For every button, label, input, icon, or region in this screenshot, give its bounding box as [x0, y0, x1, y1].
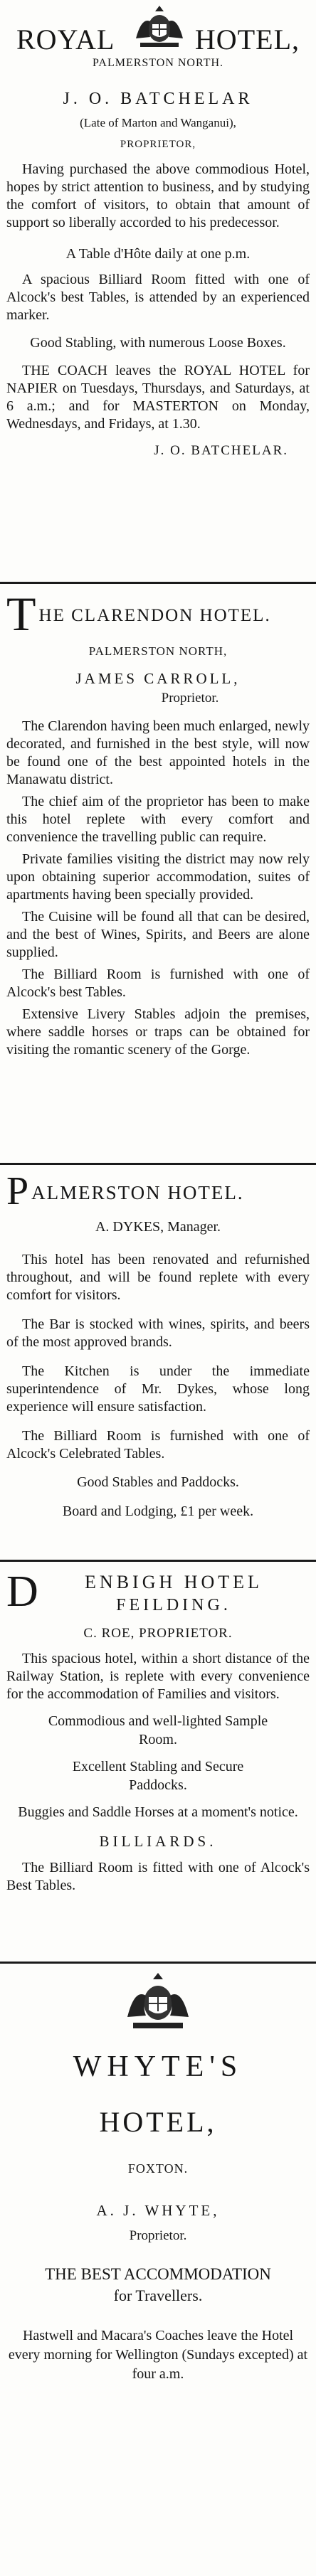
royal-proprietor-label: PROPRIETOR, [120, 139, 196, 150]
palmerston-paragraph-4: The Billiard Room is furnished with one of Alcock's Celebrated Tables. [6, 1428, 310, 1462]
divider-rule [0, 1163, 316, 1165]
royal-coat-of-arms-icon [127, 3, 191, 55]
clarendon-proprietor-name: JAMES CARROLL, [75, 670, 241, 687]
clarendon-paragraph-4: The Cuisine will be found all that can be desired, and the best of Wines, Spirits, and Beers are alone supplied. [6, 909, 310, 960]
royal-paragraph-4: Good Stabling, with numerous Loose Boxes. [30, 335, 286, 351]
denbigh-paragraph-1: This spacious hotel, within a short distance of the Railway Station, is replete with every convenience for the accommodation of Families and visitors. [6, 1651, 310, 1702]
denbigh-paragraph-3: Excellent Stabling and Secure Paddocks. [72, 1759, 244, 1793]
denbigh-hotel-ad [0, 1569, 316, 1895]
denbigh-paragraph-4: Buggies and Saddle Horses at a moment's notice. [18, 1804, 298, 1820]
denbigh-title-line-1: ENBIGH HOTEL [85, 1572, 263, 1592]
clarendon-paragraph-1: The Clarendon having been much enlarged, newly decorated, and furnished in the best style, will now be found one of the best appointed hotels in the Manawatu district. [6, 718, 310, 787]
clarendon-paragraph-2: The chief aim of the proprietor has been to make this hotel replete with every comfort and convenience the travelling public can require. [6, 794, 310, 845]
whytes-proprietor-label: Proprietor. [129, 2228, 187, 2243]
whytes-proprietor-name: A. J. WHYTE, [96, 2202, 220, 2219]
palmerston-dropcap: P [6, 1173, 29, 1209]
clarendon-heading [6, 593, 310, 634]
clarendon-paragraph-3: Private families visiting the district may now rely upon obtaining superior accommodation, suites of apartments having been specially provided. [6, 851, 310, 903]
whytes-paragraph-1: Hastwell and Macara's Coaches leave the Hotel every morning for Wellington (Sundays excepted) at four a.m. [8, 2328, 308, 2382]
denbigh-title-line-2: FEILDING. [116, 1596, 231, 1614]
divider-rule [0, 582, 316, 584]
palmerston-paragraph-6: Board and Lodging, £1 per week. [62, 1503, 254, 1519]
clarendon-paragraph-6: Extensive Livery Stables adjoin the premises, where saddle horses or traps can be obtained for visiting the romantic scenery of the Gorge. [6, 1006, 310, 1058]
royal-hotel-ad [0, 3, 316, 459]
clarendon-proprietor-label: Proprietor. [161, 691, 219, 706]
palmerston-manager: A. DYKES, Manager. [95, 1219, 221, 1235]
clarendon-hotel-ad [0, 593, 316, 1059]
royal-paragraph-5: THE COACH leaves the ROYAL HOTEL for NAPIER on Tuesdays, Thursdays, and Saturdays, at 6 a.m.; and for MASTERTON on Monday, Wednesdays, and Fridays, at 1.30. [6, 363, 310, 432]
whytes-location: FOXTON. [127, 2161, 189, 2176]
clarendon-paragraph-5: The Billiard Room is furnished with one of Alcock's best Tables. [6, 967, 310, 1000]
clarendon-title: HE CLARENDON HOTEL. [38, 606, 271, 625]
whytes-for-travellers: for Travellers. [113, 2287, 203, 2304]
royal-title-left: ROYAL [16, 23, 115, 55]
whytes-hotel-ad [0, 1970, 316, 2384]
palmerston-hotel-ad [0, 1173, 316, 1520]
royal-signature: J. O. BATCHELAR. [154, 443, 288, 458]
palmerston-paragraph-2: The Bar is stocked with wines, spirits, and beers of the most approved brands. [6, 1316, 310, 1350]
denbigh-dropcap: D [6, 1569, 38, 1616]
royal-paragraph-2: A Table d'Hôte daily at one p.m. [65, 246, 251, 262]
royal-proprietor-name: J. O. BATCHELAR [63, 90, 253, 108]
palmerston-paragraph-3: The Kitchen is under the immediate superintendence of Mr. Dykes, whose long experience will ensure satisfaction. [6, 1363, 310, 1415]
denbigh-paragraph-2: Commodious and well-lighted Sample Room. [48, 1713, 268, 1747]
palmerston-title: ALMERSTON HOTEL. [31, 1182, 244, 1203]
denbigh-paragraph-5: The Billiard Room is fitted with one of Alcock's Best Tables. [6, 1860, 310, 1893]
whytes-hotel: HOTEL, [99, 2106, 217, 2138]
palmerston-paragraph-5: Good Stables and Paddocks. [77, 1474, 239, 1490]
whytes-coat-of-arms-icon [6, 1970, 310, 2034]
denbigh-heading [6, 1569, 310, 1622]
royal-paragraph-1: Having purchased the above commodious Hotel, hopes by strict attention to business, and by studying the comfort of visitors, to obtain that amount of support so liberally accorded to his predecessor. [6, 161, 310, 230]
clarendon-dropcap: T [6, 593, 36, 634]
royal-title-right: HOTEL, [194, 23, 300, 55]
palmerston-paragraph-1: This hotel has been renovated and refurnished throughout, and will be found replete with every comfort for visitors. [6, 1252, 310, 1303]
divider-rule [0, 1962, 316, 1964]
whytes-title: WHYTE'S [73, 2050, 243, 2083]
palmerston-heading [6, 1173, 310, 1209]
royal-location: PALMERSTON NORTH. [92, 57, 224, 69]
denbigh-billiards-heading: BILLIARDS. [99, 1833, 217, 1850]
royal-hotel-masthead [6, 3, 310, 53]
royal-previous-locations: (Late of Marton and Wanganui), [80, 116, 236, 129]
denbigh-proprietor: C. ROE, PROPRIETOR. [83, 1626, 233, 1641]
whytes-best-accommodation: THE BEST ACCOMMODATION [45, 2265, 271, 2283]
clarendon-location: PALMERSTON NORTH, [88, 644, 228, 658]
royal-paragraph-3: A spacious Billiard Room fitted with one of Alcock's best Tables, is attended by an experienced marker. [6, 272, 310, 323]
divider-rule [0, 1560, 316, 1562]
